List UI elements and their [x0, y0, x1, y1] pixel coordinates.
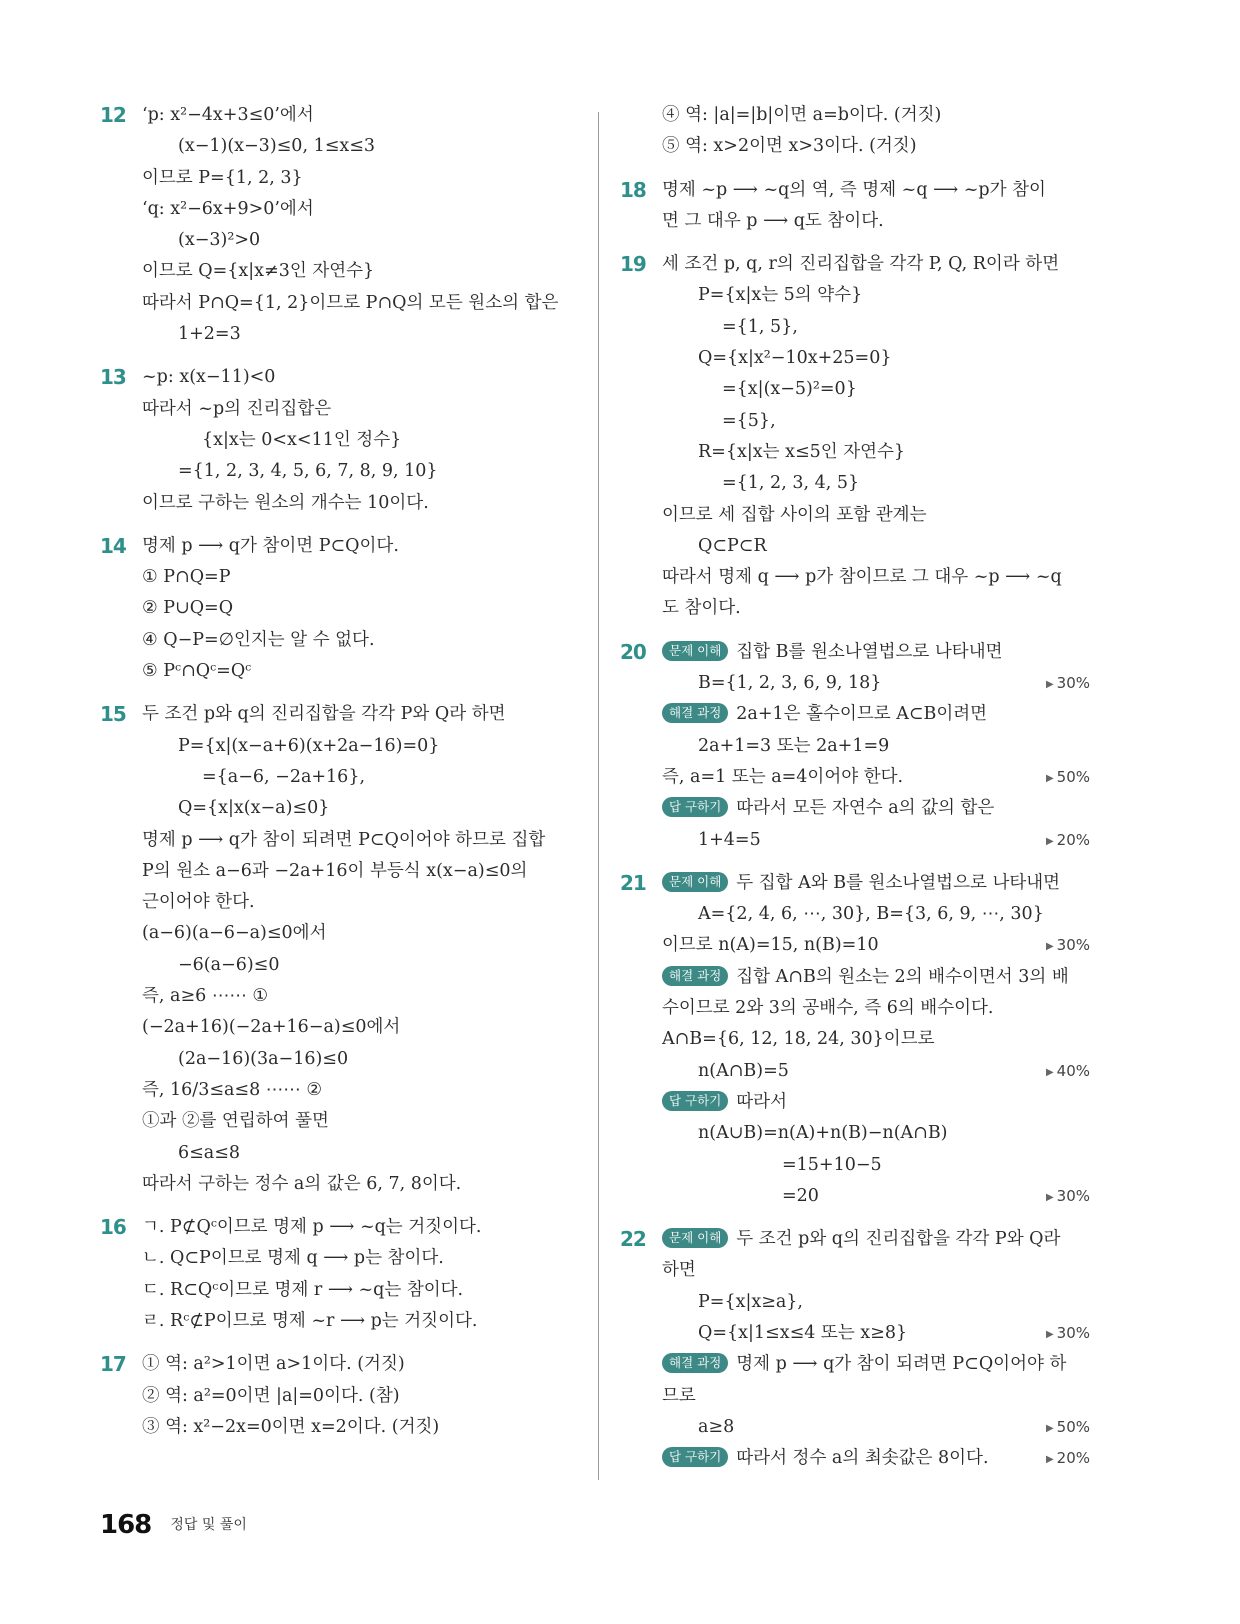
line-text: ={a−6, −2a+16}, [202, 766, 366, 787]
solution-line [142, 1212, 570, 1243]
line-text: (a−6)(a−6−a)≤0에서 [142, 923, 327, 944]
line-text: P={x|x≥a}, [698, 1291, 803, 1312]
page-section-label: 정답 및 풀이 [170, 1517, 247, 1533]
solution-line [662, 993, 1090, 1024]
solution-line [142, 225, 570, 256]
solution-line [142, 425, 570, 456]
line-text: n(A∩B)=5 [698, 1060, 789, 1081]
line-text: a≥8 [698, 1416, 735, 1437]
problem-number: 18 [620, 177, 646, 202]
solution-line [662, 175, 1090, 206]
line-text: ㄱ. P⊄Qᶜ이므로 명제 p ⟶ ~q는 거짓이다. [142, 1217, 482, 1238]
solution-line [662, 1087, 1090, 1118]
score-percent: ▶ 50% [1046, 762, 1090, 794]
solution-line [142, 1412, 570, 1443]
line-text: 도 참이다. [662, 598, 741, 619]
line-text: ={1, 2, 3, 4, 5, 6, 7, 8, 9, 10} [178, 461, 438, 482]
line-text: ①과 ②를 연립하여 풀면 [142, 1111, 329, 1132]
solution-line [142, 194, 570, 225]
score-percent: ▶ 30% [1046, 1318, 1090, 1350]
problem-block [100, 1212, 570, 1337]
problem-number: 14 [100, 533, 126, 558]
line-text: 즉, a=1 또는 a=4이어야 한다. [662, 766, 904, 787]
line-text: ⑤ Pᶜ∩Qᶜ=Qᶜ [142, 661, 252, 682]
solution-line [142, 1012, 570, 1043]
solution-line [662, 1318, 1090, 1349]
solution-line [662, 1181, 1090, 1212]
line-text: 즉, a≥6 ⋯⋯ ① [142, 986, 269, 1007]
line-text: 수이므로 2와 3의 공배수, 즉 6의 배수이다. [662, 998, 994, 1019]
problem-number: 12 [100, 103, 126, 127]
line-text: =20 [782, 1185, 819, 1206]
line-text: ~p: x(x−11)<0 [142, 367, 276, 388]
score-percent: ▶ 30% [1046, 930, 1090, 962]
left-column [100, 100, 570, 1455]
solution-line [662, 343, 1090, 374]
line-text: R={x|x는 x≤5인 자연수} [698, 441, 906, 462]
problem-number: 13 [100, 365, 126, 390]
column-divider [598, 112, 599, 1480]
problem-block [100, 1349, 570, 1443]
line-text: P={x|x는 5의 약수} [698, 285, 863, 306]
problem-block [620, 868, 1090, 1212]
problem-number: 17 [100, 1352, 126, 1377]
score-percent: ▶ 30% [1046, 668, 1090, 700]
step-tag: 해결 과정 [662, 966, 728, 986]
solution-line [662, 793, 1090, 824]
line-text: ㄹ. Rᶜ⊄P이므로 명제 ~r ⟶ p는 거짓이다. [142, 1310, 478, 1331]
solution-line [662, 1349, 1090, 1380]
line-text: 두 조건 p와 q의 진리집합을 각각 P와 Q라 [736, 1229, 1061, 1250]
solution-line [142, 825, 570, 856]
line-text: ㄴ. Q⊂P이므로 명제 q ⟶ p는 참이다. [142, 1248, 444, 1269]
problem-block [100, 699, 570, 1200]
solution-line [662, 825, 1090, 856]
line-text: 두 조건 p와 q의 진리집합을 각각 P와 Q라 하면 [142, 704, 506, 725]
right-column [620, 100, 1090, 1486]
line-text: (x−1)(x−3)≤0, 1≤x≤3 [178, 136, 376, 157]
solution-line [142, 731, 570, 762]
solution-line [142, 887, 570, 918]
solution-line [142, 456, 570, 487]
line-text: A={2, 4, 6, ⋯, 30}, B={3, 6, 9, ⋯, 30} [698, 904, 1044, 925]
solution-line [142, 1106, 570, 1137]
solution-line [142, 488, 570, 519]
solution-line [662, 249, 1090, 280]
line-text: ④ Q−P=∅인지는 알 수 없다. [142, 629, 375, 650]
solution-line [142, 1306, 570, 1337]
problem-number: 22 [620, 1227, 646, 1252]
line-text: 명제 p ⟶ q가 참이면 P⊂Q이다. [142, 535, 399, 556]
line-text: (−2a+16)(−2a+16−a)≤0에서 [142, 1017, 401, 1038]
line-text: 하면 [662, 1260, 696, 1281]
line-text: 1+4=5 [698, 829, 761, 850]
solution-line [142, 625, 570, 656]
solution-line [662, 899, 1090, 930]
problem-number: 20 [620, 639, 646, 664]
problem-block [100, 531, 570, 687]
score-percent: ▶ 50% [1046, 1412, 1090, 1444]
solution-line [662, 1255, 1090, 1286]
line-text: ④ 역: |a|=|b|이면 a=b이다. (거짓) [662, 105, 942, 125]
step-tag: 문제 이해 [662, 1228, 728, 1248]
solution-line [662, 1381, 1090, 1412]
solution-line [662, 1224, 1090, 1255]
problem-block [100, 100, 570, 350]
line-text: ={1, 5}, [722, 316, 798, 337]
solution-line [142, 256, 570, 287]
solution-line [662, 1287, 1090, 1318]
line-text: ② 역: a²=0이면 |a|=0이다. (참) [142, 1385, 400, 1406]
step-tag: 해결 과정 [662, 703, 728, 723]
solution-line [142, 1138, 570, 1169]
solution-line [662, 637, 1090, 668]
line-text: 명제 p ⟶ q가 참이 되려면 P⊂Q이어야 하므로 집합 [142, 829, 546, 850]
score-percent: ▶ 20% [1046, 1443, 1090, 1475]
solution-line [662, 868, 1090, 899]
solution-line [142, 288, 570, 319]
solution-line [662, 468, 1090, 499]
problem-number: 21 [620, 870, 646, 895]
line-text: 세 조건 p, q, r의 진리집합을 각각 P, Q, R이라 하면 [662, 254, 1060, 275]
score-percent: ▶ 40% [1046, 1056, 1090, 1088]
solution-line [142, 131, 570, 162]
line-text: Q={x|1≤x≤4 또는 x≥8} [698, 1322, 908, 1343]
solution-line [142, 1381, 570, 1412]
solution-line [662, 131, 1090, 162]
problem-block [620, 637, 1090, 856]
solution-line [662, 562, 1090, 593]
solution-line [662, 699, 1090, 730]
line-text: −6(a−6)≤0 [178, 954, 280, 975]
solution-line [662, 962, 1090, 993]
solution-line [662, 668, 1090, 699]
solution-line [662, 1024, 1090, 1055]
solution-line [142, 950, 570, 981]
solution-line [662, 930, 1090, 961]
line-text: Q⊂P⊂R [698, 535, 767, 556]
line-text: 면 그 대우 p ⟶ q도 참이다. [662, 210, 884, 231]
line-text: ② P∪Q=Q [142, 598, 234, 619]
solution-line [662, 100, 1090, 131]
solution-line [142, 362, 570, 393]
problem-number: 19 [620, 252, 646, 277]
solution-line [142, 163, 570, 194]
solution-line [142, 1169, 570, 1200]
problem-block [620, 1224, 1090, 1474]
line-text: ={1, 2, 3, 4, 5} [722, 473, 860, 494]
page-footer [100, 1510, 247, 1540]
line-text: B={1, 2, 3, 6, 9, 18} [698, 673, 882, 694]
line-text: ={x|(x−5)²=0} [722, 379, 857, 400]
line-text: 따라서 ~p의 진리집합은 [142, 398, 332, 419]
line-text: 따라서 모든 자연수 a의 값의 합은 [736, 798, 995, 819]
solution-line [142, 1075, 570, 1106]
solution-line [662, 531, 1090, 562]
line-text: Q={x|x(x−a)≤0} [178, 798, 330, 819]
step-tag: 답 구하기 [662, 1447, 728, 1467]
line-text: P의 원소 a−6과 −2a+16이 부등식 x(x−a)≤0의 [142, 860, 528, 881]
line-text: 이므로 n(A)=15, n(B)=10 [662, 935, 879, 956]
solution-line [142, 100, 570, 131]
line-text: 2a+1은 홀수이므로 A⊂B이려면 [736, 704, 988, 725]
solution-line [662, 437, 1090, 468]
solution-line [142, 1349, 570, 1380]
line-text: (2a−16)(3a−16)≤0 [178, 1048, 349, 1069]
solution-line [142, 593, 570, 624]
score-percent: ▶ 20% [1046, 825, 1090, 857]
solution-line [142, 762, 570, 793]
problem-block [620, 175, 1090, 238]
solution-line [142, 1275, 570, 1306]
score-percent: ▶ 30% [1046, 1181, 1090, 1213]
step-tag: 답 구하기 [662, 1091, 728, 1111]
step-tag: 답 구하기 [662, 797, 728, 817]
step-tag: 문제 이해 [662, 641, 728, 661]
line-text: ‘p: x²−4x+3≤0’에서 [142, 105, 314, 125]
line-text: 따라서 정수 a의 최솟값은 8이다. [736, 1448, 989, 1469]
line-text: ⑤ 역: x>2이면 x>3이다. (거짓) [662, 136, 917, 157]
page-number: 168 [100, 1510, 152, 1540]
solution-line [142, 1243, 570, 1274]
line-text: 이므로 Q={x|x≠3인 자연수} [142, 261, 375, 282]
line-text: 따라서 P∩Q={1, 2}이므로 P∩Q의 모든 원소의 합은 [142, 292, 559, 313]
line-text: 이므로 P={1, 2, 3} [142, 167, 303, 188]
line-text: 이므로 구하는 원소의 개수는 10이다. [142, 492, 429, 513]
line-text: 따라서 구하는 정수 a의 값은 6, 7, 8이다. [142, 1173, 462, 1194]
line-text: 이므로 세 집합 사이의 포함 관계는 [662, 504, 927, 525]
line-text: 명제 ~p ⟶ ~q의 역, 즉 명제 ~q ⟶ ~p가 참이 [662, 179, 1046, 200]
solution-line [142, 856, 570, 887]
line-text: n(A∪B)=n(A)+n(B)−n(A∩B) [698, 1123, 948, 1144]
line-text: 즉, 16/3≤a≤8 ⋯⋯ ② [142, 1079, 323, 1100]
solution-line [142, 394, 570, 425]
solution-line [662, 731, 1090, 762]
line-text: 두 집합 A와 B를 원소나열법으로 나타내면 [736, 872, 1061, 893]
solution-line [662, 1056, 1090, 1087]
line-text: 근이어야 한다. [142, 892, 255, 913]
solution-line [662, 206, 1090, 237]
line-text: 집합 B를 원소나열법으로 나타내면 [736, 641, 1003, 662]
line-text: ‘q: x²−6x+9>0’에서 [142, 198, 314, 219]
problem-block [620, 100, 1090, 163]
line-text: ① 역: a²>1이면 a>1이다. (거짓) [142, 1354, 405, 1375]
solution-line [662, 500, 1090, 531]
line-text: 따라서 명제 q ⟶ p가 참이므로 그 대우 ~p ⟶ ~q [662, 567, 1062, 588]
problem-number: 16 [100, 1215, 126, 1240]
line-text: 집합 A∩B의 원소는 2의 배수이면서 3의 배 [736, 966, 1069, 987]
solution-line [662, 762, 1090, 793]
solution-line [142, 562, 570, 593]
problem-block [100, 362, 570, 518]
solution-line [142, 1044, 570, 1075]
line-text: ={5}, [722, 410, 776, 431]
line-text: 2a+1=3 또는 2a+1=9 [698, 735, 890, 756]
step-tag: 문제 이해 [662, 872, 728, 892]
solution-line [662, 1118, 1090, 1149]
solution-line [662, 1412, 1090, 1443]
solution-line [662, 374, 1090, 405]
solution-line [662, 1150, 1090, 1181]
line-text: {x|x는 0<x<11인 정수} [202, 429, 402, 450]
line-text: ㄷ. R⊂Qᶜ이므로 명제 r ⟶ ~q는 참이다. [142, 1279, 464, 1300]
line-text: A∩B={6, 12, 18, 24, 30}이므로 [662, 1029, 935, 1050]
line-text: =15+10−5 [782, 1154, 882, 1175]
line-text: 므로 [662, 1385, 696, 1406]
solution-line [142, 793, 570, 824]
solution-line [142, 319, 570, 350]
line-text: ③ 역: x²−2x=0이면 x=2이다. (거짓) [142, 1416, 440, 1437]
line-text: 따라서 [736, 1091, 787, 1112]
solution-line [142, 981, 570, 1012]
line-text: (x−3)²>0 [178, 230, 261, 251]
line-text: 6≤a≤8 [178, 1142, 241, 1163]
solution-line [662, 1443, 1090, 1474]
line-text: 1+2=3 [178, 324, 241, 345]
solution-line [142, 656, 570, 687]
solution-line [142, 531, 570, 562]
line-text: ① P∩Q=P [142, 567, 231, 588]
solution-line [142, 699, 570, 730]
solution-line [662, 312, 1090, 343]
step-tag: 해결 과정 [662, 1353, 728, 1373]
solution-line [142, 918, 570, 949]
line-text: 명제 p ⟶ q가 참이 되려면 P⊂Q이어야 하 [736, 1354, 1067, 1375]
solution-line [662, 406, 1090, 437]
solution-line [662, 280, 1090, 311]
line-text: Q={x|x²−10x+25=0} [698, 348, 892, 369]
problem-block [620, 249, 1090, 625]
solution-line [662, 593, 1090, 624]
problem-number: 15 [100, 702, 126, 727]
line-text: P={x|(x−a+6)(x+2a−16)=0} [178, 735, 440, 756]
